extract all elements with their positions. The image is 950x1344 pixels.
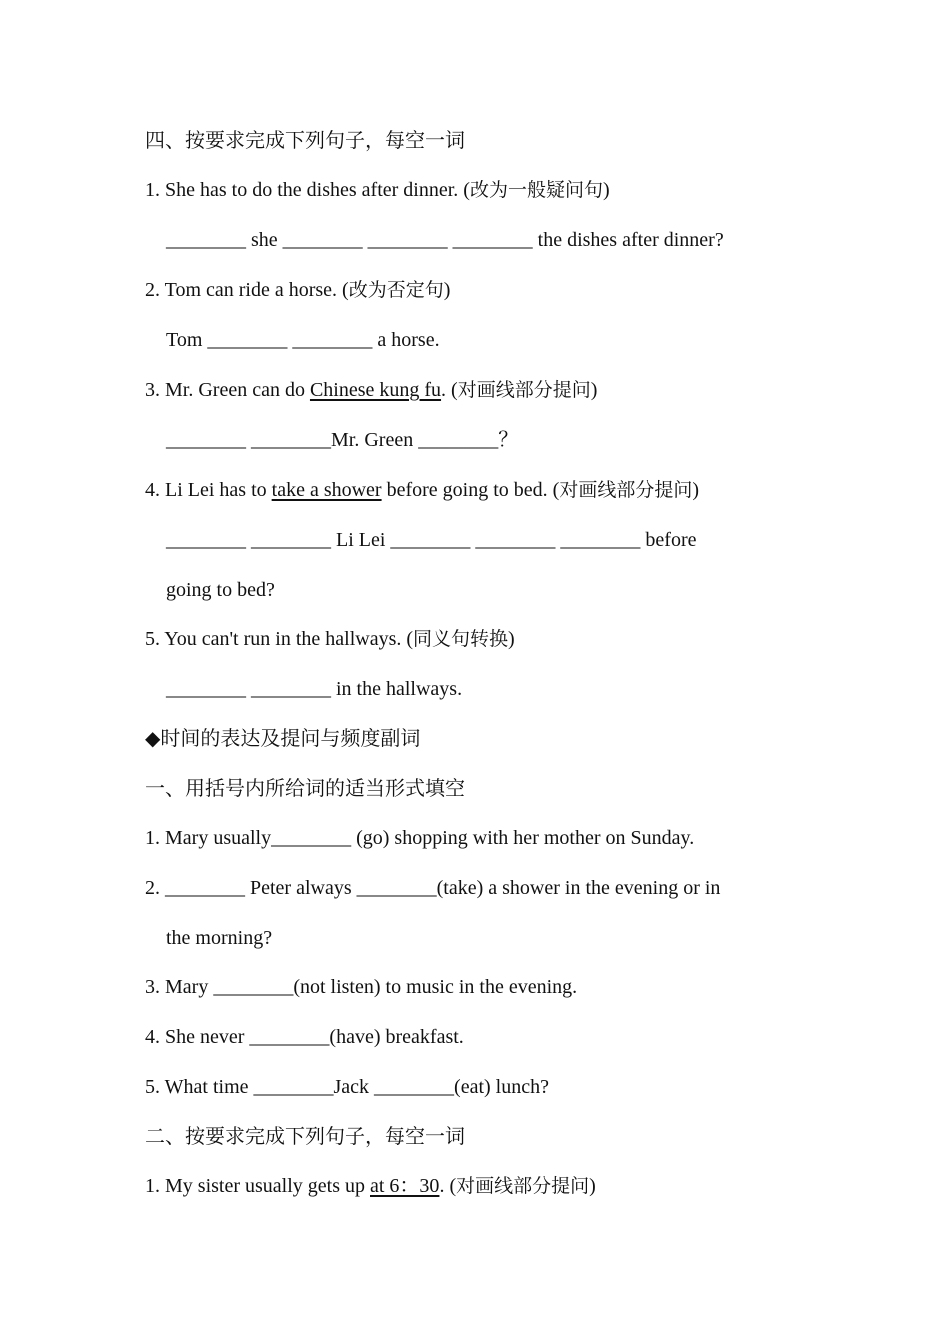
- s4-q4-underlined: take a shower: [271, 479, 382, 501]
- s4-q5-answer: ________ ________ in the hallways.: [166, 678, 463, 700]
- s4-q1-close: ): [602, 179, 610, 201]
- s1-question-5: 5. What time ________Jack ________(eat) lunch?: [145, 1076, 549, 1098]
- s1-question-2: 2. ________ Peter always ________(take) a shower in the evening or in: [145, 877, 721, 899]
- s4-q2-text: 2. Tom can ride a horse. (: [145, 279, 349, 301]
- s4-q4-post: before going to bed. (: [381, 479, 560, 501]
- s4-q1-answer: ________ she ________ ________ ________ the dishes after dinner?: [166, 229, 724, 251]
- s4-question-5: [145, 626, 515, 652]
- s1-question-2-cont: the morning?: [166, 927, 273, 949]
- s1-question-3: 3. Mary ________(not listen) to music in the evening.: [145, 976, 578, 998]
- s4-question-3: [145, 377, 597, 403]
- s4-q3-underlined: Chinese kung fu: [309, 379, 442, 401]
- s4-q4-close: ): [692, 479, 700, 501]
- s2-q1-instruction: 对画线部分提问: [456, 1175, 590, 1197]
- s4-q5-close: ): [508, 628, 515, 650]
- s4-q1-text: 1. She has to do the dishes after dinner. (: [145, 179, 470, 201]
- s4-question-4: [145, 477, 699, 503]
- s4-q3-post: . (: [441, 379, 458, 401]
- section-1-heading: 一、用括号内所给词的适当形式填空: [145, 776, 465, 800]
- s4-q4-pre: 4. Li Lei has to: [145, 479, 272, 501]
- s2-q1-post: . (: [439, 1175, 457, 1197]
- s2-q1-close: ): [589, 1175, 596, 1197]
- s4-q2-answer: Tom ________ ________ a horse.: [166, 329, 440, 351]
- s4-q4-answer-cont: going to bed?: [166, 579, 275, 601]
- s4-q4-instruction: 对画线部分提问: [559, 479, 693, 501]
- s4-q3-close: ): [590, 379, 598, 401]
- s4-q4-answer: ________ ________ Li Lei ________ ________ ________ before: [166, 529, 697, 551]
- s4-q2-instruction: 改为否定句: [348, 279, 444, 301]
- s2-question-1: [145, 1173, 596, 1199]
- section-2-heading: 二、按要求完成下列句子，每空一词: [145, 1124, 465, 1148]
- s4-q5-text: 5. You can't run in the hallways. (: [145, 628, 414, 650]
- s4-question-2: [145, 277, 450, 303]
- s1-question-1: 1. Mary usually________ (go) shopping with her mother on Sunday.: [145, 827, 695, 849]
- s4-q3-instruction: 对画线部分提问: [457, 379, 591, 401]
- s4-q3-pre: 3. Mr. Green can do: [145, 379, 310, 401]
- s4-q2-close: ): [443, 279, 451, 301]
- s4-q5-instruction: 同义句转换: [413, 628, 509, 650]
- section-4-heading: 四、按要求完成下列句子，每空一词: [145, 128, 465, 152]
- topic-title: ◆时间的表达及提问与频度副词: [145, 726, 421, 750]
- s4-q3-answer: ________ ________Mr. Green ________？: [166, 429, 519, 451]
- s2-q1-pre: 1. My sister usually gets up: [145, 1175, 370, 1197]
- s4-q1-instruction: 改为一般疑问句: [469, 179, 603, 201]
- s2-q1-underlined: at 6：30: [370, 1175, 440, 1197]
- s4-question-1: [145, 177, 610, 203]
- s1-question-4: 4. She never ________(have) breakfast.: [145, 1026, 464, 1048]
